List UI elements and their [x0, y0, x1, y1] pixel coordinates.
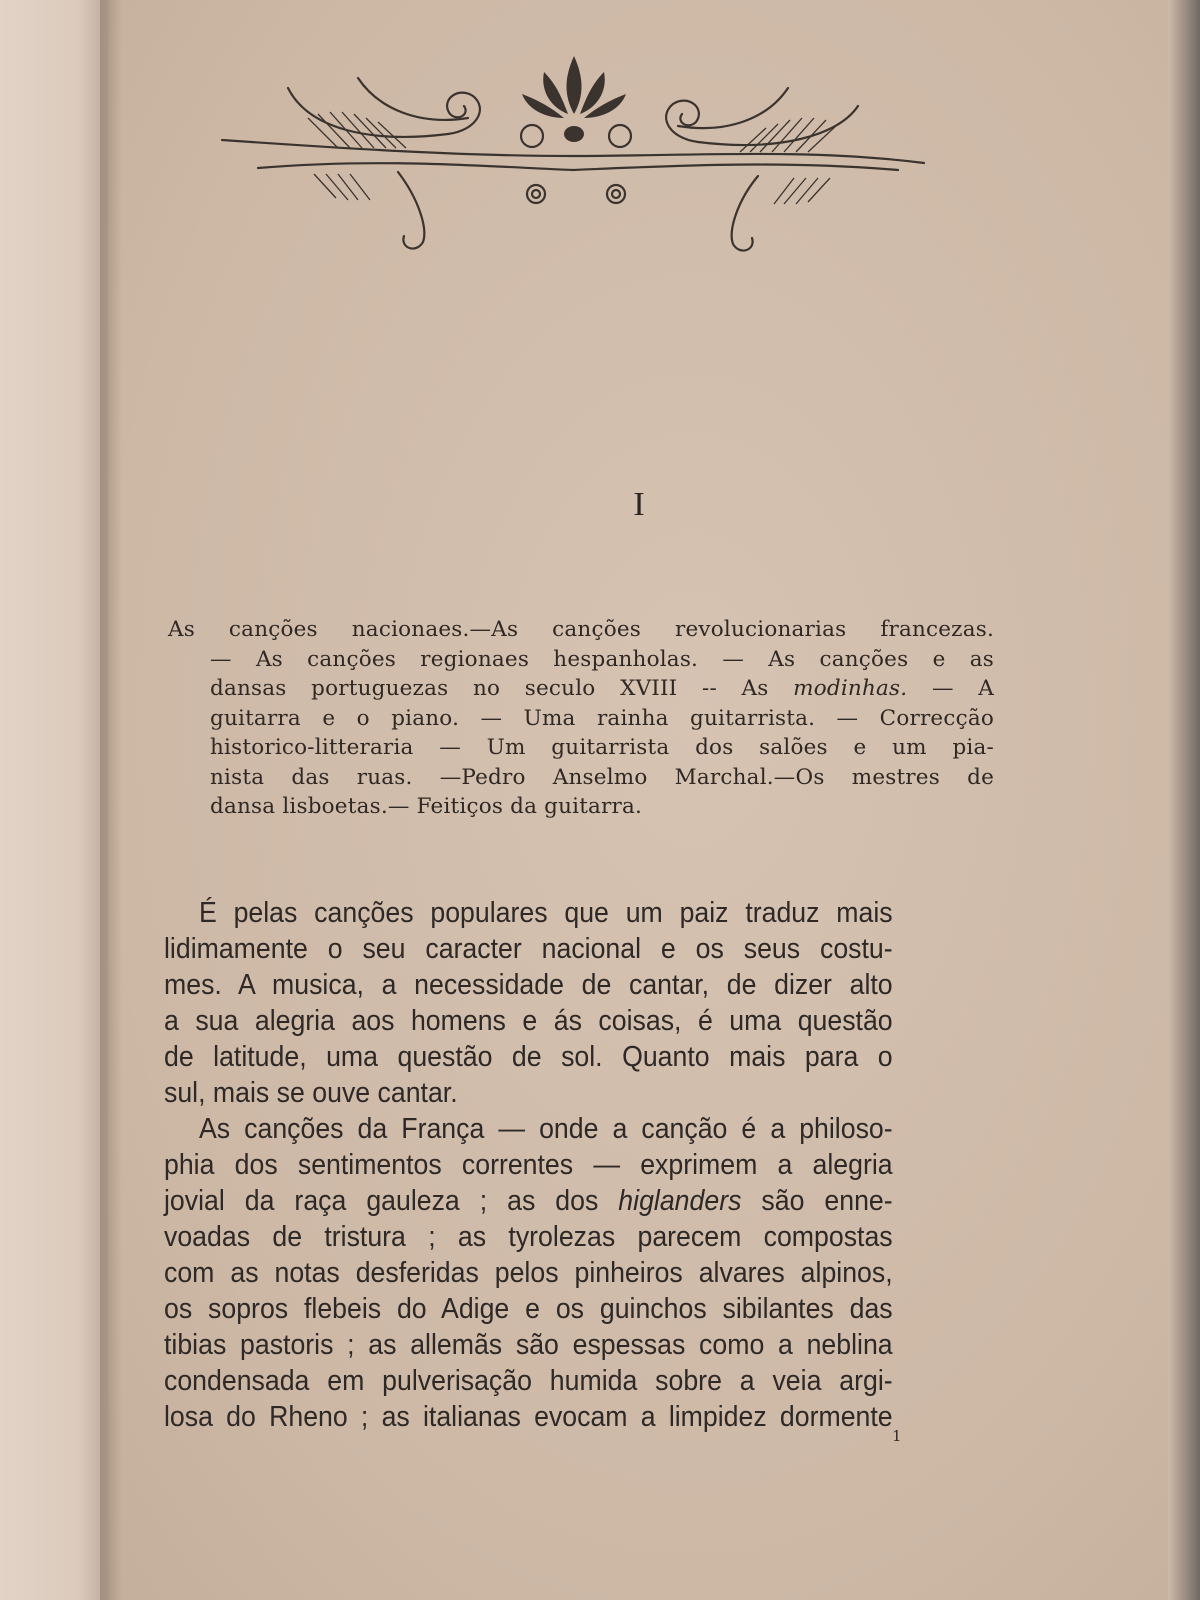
- body-line: As canções da França — onde a canção é a philoso-: [198, 1113, 893, 1145]
- chapter-summary: [168, 615, 994, 822]
- body-line: É pelas canções populares que um paiz traduz mais: [198, 897, 893, 929]
- summary-line: dansas portuguezas no seculo XVIII -- As modinhas. — A: [210, 676, 994, 701]
- summary-line: guitarra e o piano. — Uma rainha guitarrista. — Correcção: [210, 705, 994, 731]
- body-paragraphs: [164, 895, 893, 1435]
- body-line: lidimamente o seu caracter nacional e os seus costu-: [164, 933, 893, 965]
- body-line: sul, mais se ouve cantar.: [164, 1077, 458, 1109]
- body-line: phia dos sentimentos correntes — exprimem a alegria: [164, 1149, 893, 1181]
- facing-page-edge: [0, 0, 112, 1600]
- body-line: de latitude, uma questão de sol. Quanto mais para o: [164, 1041, 893, 1073]
- page-number: 1: [892, 1427, 902, 1445]
- body-line: mes. A musica, a necessidade de cantar, de dizer alto: [164, 969, 893, 1001]
- book-gutter: [100, 0, 122, 1600]
- summary-line: dansa lisboetas.— Feitiços da guitarra.: [210, 794, 643, 819]
- body-line: losa do Rheno ; as italianas evocam a limpidez dormente: [164, 1401, 893, 1433]
- page-stack-edge: [1168, 0, 1200, 1600]
- summary-line: nista das ruas. —Pedro Anselmo Marchal.—Os mestres de: [210, 764, 994, 790]
- body-line: os sopros flebeis do Adige e os guinchos sibilantes das: [164, 1293, 893, 1325]
- summary-line: As canções nacionaes.—As canções revolucionarias francezas.: [168, 617, 994, 642]
- body-line: condensada em pulverisação humida sobre a veia argi-: [164, 1365, 893, 1397]
- ornament-headpiece-icon: [218, 48, 928, 268]
- chapter-number: I: [633, 486, 645, 523]
- body-line: jovial da raça gauleza ; as dos higlanders são enne-: [164, 1185, 893, 1217]
- book-page: [108, 0, 1170, 1600]
- summary-line: historico-litteraria — Um guitarrista dos salões e um pia-: [210, 735, 994, 760]
- summary-italic: modinhas.: [793, 676, 908, 701]
- body-line: com as notas desferidas pelos pinheiros alvares alpinos,: [164, 1257, 893, 1289]
- body-line: voadas de tristura ; as tyrolezas parecem compostas: [164, 1221, 893, 1253]
- body-line: tibias pastoris ; as allemãs são espessas como a neblina: [164, 1329, 893, 1361]
- body-italic: higlanders: [618, 1185, 742, 1217]
- summary-line: — As canções regionaes hespanholas. — As canções e as: [210, 646, 994, 672]
- body-line: a sua alegria aos homens e ás coisas, é uma questão: [164, 1005, 893, 1037]
